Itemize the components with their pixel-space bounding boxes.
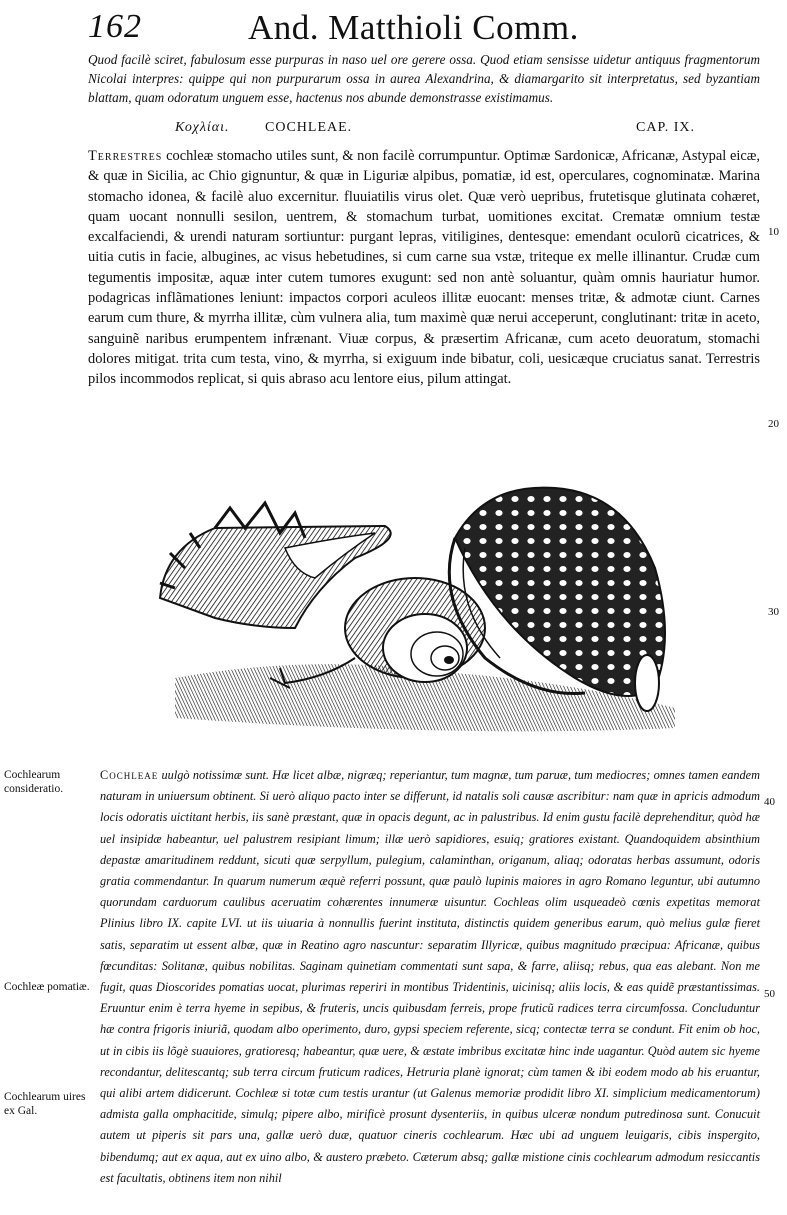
main-text-block xyxy=(88,146,760,390)
sidenote-cochlearum-uires: Cochlearum uires ex Gal. xyxy=(4,1091,86,1117)
chapter-title: COCHLEAE. xyxy=(265,120,353,135)
running-header xyxy=(88,8,747,50)
line-number-40: 40 xyxy=(764,796,775,808)
line-number-50: 50 xyxy=(764,988,775,1000)
main-paragraph xyxy=(88,146,760,390)
sidenote-cochleae-pomatiae: Cochleæ pomatiæ. xyxy=(4,981,90,993)
chapter-greek-title: Κοχλίαι. xyxy=(175,120,230,135)
intro-text: Quod facilè sciret, fabulosum esse purpuras in naso uel ore gerere ossa. Quod etiam sensisse uidetur antiquus fragmentorum Nicolai interpres: quippe qui non purpurarum ossa in aurea Alexandrina, & diamargarito sit interpretatus, sed byzantiam blattam, quam odoratum unguem esse, hactenus nos abunde demonstrasse existimamus. xyxy=(88,52,760,105)
page-number: 162 xyxy=(88,8,142,45)
line-number-20: 20 xyxy=(768,418,779,430)
commentary-paragraph xyxy=(100,765,760,1189)
snail-woodcut-figure xyxy=(155,478,695,736)
intro-paragraph xyxy=(88,50,760,107)
chapter-number: CAP. IX. xyxy=(636,120,695,135)
commentary-lead-word: Cochleae xyxy=(100,768,159,782)
line-number-10: 10 xyxy=(768,226,779,238)
commentary-body: uulgò notissimæ sunt. Hæ licet albæ, nigræq; reperiantur, tum magnæ, tum paruæ, tum mediocres; omnes tamen eandem naturam in uniuersum obtinent. Si uerò aliquo pacto inter se differunt, id natalis soli causæ ascribitur: nam quæ in apricis admodum locis odoratis uictitant herbis, iis sanè præstant, quæ in opacis degunt, ac in palustribus. Id enim gustu facilè deprehenditur, quòd hæ uel insipidæ habeantur, uel palustrem resipiant limum; illæ uerò sapidiores, esuiq; gratiores existant. Quandoquidem absinthium depastæ amaritudinem reddunt, sicuti quæ serpyllum, pulegium, calaminthan, origanum, aliaq; odoratas herbas assumunt, odoris gratia commendantur. In quarum numerum æquè referri possunt, quæ paulò lupinis maiores in agro Romano leguntur, ubi autumno quorundam carduorum caulibus aceruatim cohærentes innumeræ uisuntur. Cochleas olim usqueadeò cœnis expetitas memorat Plinius libro IX. capite LVI. ut iis uiuaria à nonnullis fuerint instituta, distinctis quidem generibus earum, quò melius gulæ fieret satis, separatim ut essent albæ, quæ in Reatino agro nascuntur: separatim Illyricæ, quibus magnitudo præcipua: Africanæ, quibus fœcunditas: Solitanæ, quibus nobilitas. Saginam quinetiam commentati sunt sapa, & farre, aliisq; rebus, qua eas alebant. Non me fugit, quas Dioscorides pomatias uocat, plurimas reperiri in montibus Tridentinis, uicinisq; aliis locis, & eas quidẽ præstantissimas. Eruuntur enim è terra hyeme in sepibus, & fruteris, uncis quibusdam ferreis, prope fruticũ radices terra circumfossa. Concluduntur hæ contra frigoris iniuriã, quodam albo operimento, duro, gypsi speciem referente, sicq; contectæ terra se condunt. Fit enim ob hoc, ut in cibis iis lõgè suauiores, gratioresq; habeantur, quæ uere, & æstate imbribus excitatæ hinc inde uagantur. Quòd autem sic hyeme recondantur, delitescantq; sub terra circum fruticum radices, Hetruria planè ignorat; cùm tamen & ibi eodem modo ab his eruantur, qui alibi artem didicerunt. Cochleæ si totæ cum testis urantur (ut Galenus memoriæ prodidit libro XI. simplicium medicamentorum) admista galla omphacitide, simulq; pipere albo, mirificè prosunt dysenteriis, in quibus ulceræ nondum putredinosa sunt. Conucuit autem ut piperis sit pars una, gallæ uerò duæ, quatuor cineris cochlearum. Hæc ubi ad unguem leuigaris, cibis inspergito, bibendumq; aut ex aqua, aut ex uino albo, & austero præbeto. Cæterum absq; gallæ mistione cinis cochlearum admodum resiccantis est facultatis, obtinens item non nihil xyxy=(100,768,760,1185)
snail-woodcut-illustration xyxy=(155,478,695,736)
chapter-heading xyxy=(175,120,695,140)
line-number-30: 30 xyxy=(768,606,779,618)
running-title: And. Matthioli Comm. xyxy=(248,8,579,47)
main-lead-word: Terrestres xyxy=(88,148,163,164)
main-body: cochleæ stomacho utiles sunt, & non facilè corrumpuntur. Optimæ Sardonicæ, Africanæ, Astypal eicæ, & quæ in Sicilia, ac Chio gignuntur, & quæ in Liguriæ alpibus, pomatiæ, id est, operculares, cognominatæ. Marina stomacho idonea, & facilè aluo excernitur. fluuiatilis virus olet. Quæ verò uepribus, frutetisque glutinata cohæret, quam uocant nonnulli sesilon, uentrem, & stomachum turbat, uomitiones excitat. Crematæ omnium testæ excalfaciendi, & urendi naturam sortiuntur: purgant lepras, vitiligines, dentesque: emendant oculorũ cicatrices, & uitia cutis in facie, albugines, ac visus hebetudines, si cum carne sua vstæ, triteque ex melle illinantur. Crudæ cum tegumentis impositæ, aquæ inter cutem tumores exugunt: sed non antè soluantur, quàm omnis hauriatur humor. podagricas inflãmationes leniunt: impactos corpori aculeos illitæ euocant: menses tritæ, & admotæ ciunt. Carnes earum cum thure, & myrrha illitæ, cùm vulnera alia, tum maximè quæ nerui acceperunt, conglutinant: tritæ in aceto, sanguinẽ naribus erumpentem infrænant. Viuæ corpus, & præsertim Africanæ, cum aceto deuoratum, stomachi dolores mitigat. trita cum testa, vino, & myrrha, si exiguum inde bibatur, coli, uesicæque cruciatus sanat. Terrestris pilos incommodos replicat, si quis abraso acu lentore eius, pilum attingat. xyxy=(88,148,760,388)
sidenote-cochlearum-consideratio: Cochlearum consideratio. xyxy=(4,769,64,795)
commentary-block xyxy=(100,765,760,1189)
